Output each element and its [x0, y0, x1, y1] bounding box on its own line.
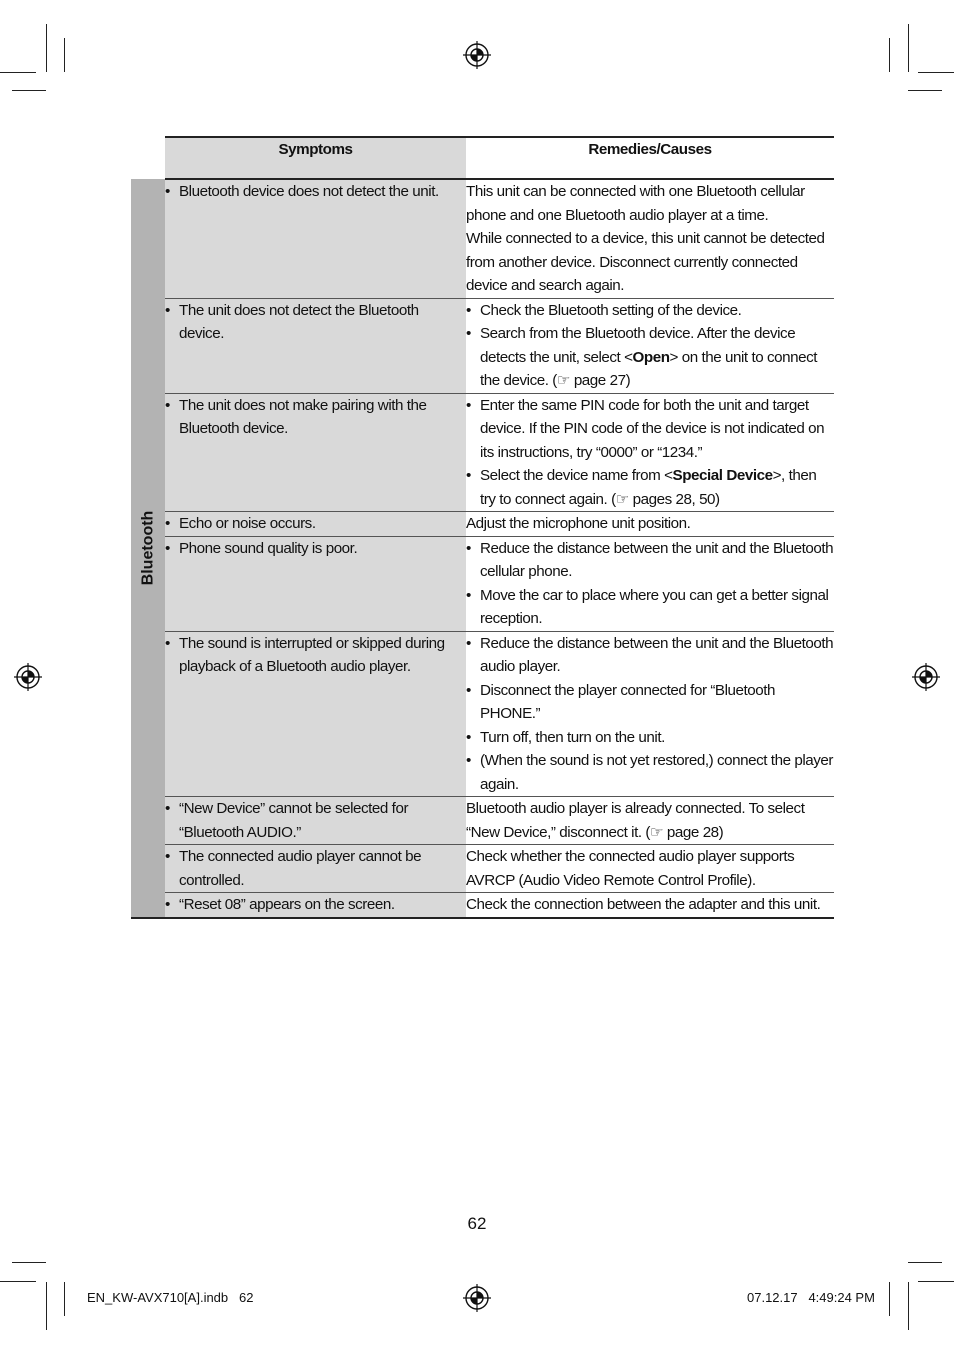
remedy-text: Check the connection between the adapter and this unit. — [466, 896, 821, 913]
symptom-cell — [165, 631, 466, 797]
footer-timestamp: 07.12.17 4:49:24 PM — [747, 1290, 875, 1305]
table-row — [131, 179, 834, 298]
remedy-text: Check whether the connected audio player supports AVRCP (Audio Video Remote Control Profile). — [466, 848, 795, 889]
symptom-cell — [165, 179, 466, 298]
symptom-cell — [165, 845, 466, 893]
remedy-text: Bluetooth audio player is already connected. To select “New Device,” disconnect it. (☞ page 28) — [466, 800, 805, 841]
remedy-text: • Enter the same PIN code for both the unit and target device. If the PIN code of the device is not indicated on its instructions, try “0000” or “1234.” — [466, 394, 834, 465]
remedy-text: This unit can be connected with one Bluetooth cellular phone and one Bluetooth audio player at a time. — [466, 183, 805, 224]
symptom-text: • “Reset 08” appears on the screen. — [165, 893, 466, 917]
crop-mark-tl-h2 — [12, 90, 46, 91]
remedy-text: • Reduce the distance between the unit and the Bluetooth audio player. — [466, 632, 834, 679]
remedy-text: • Select the device name from <Special Device>, then try to connect again. (☞ pages 28, 50) — [466, 464, 834, 511]
crop-mark-tl-h1 — [0, 72, 36, 73]
category-cell — [131, 179, 165, 918]
registration-mark-icon — [911, 662, 941, 692]
symptom-text: • Phone sound quality is poor. — [165, 537, 466, 561]
symptom-text: • The connected audio player cannot be controlled. — [165, 845, 466, 892]
header-spacer — [131, 137, 165, 179]
remedy-cell — [466, 393, 834, 512]
remedy-cell — [466, 845, 834, 893]
crop-mark-tr-h2 — [908, 90, 942, 91]
crop-mark-br-v2 — [889, 1282, 890, 1316]
remedy-text: While connected to a device, this unit cannot be detected from another device. Disconnect currently connected device and search again. — [466, 230, 825, 294]
remedy-text: • Turn off, then turn on the unit. — [466, 726, 834, 750]
table-row — [131, 512, 834, 537]
crop-mark-bl-h1 — [0, 1281, 36, 1282]
table-row — [131, 393, 834, 512]
category-label: Bluetooth — [139, 510, 157, 586]
remedy-cell — [466, 179, 834, 298]
remedy-cell — [466, 631, 834, 797]
symptom-cell — [165, 536, 466, 631]
table-row — [131, 845, 834, 893]
ui-term-open: Open — [632, 348, 670, 366]
crop-mark-bl-v1 — [46, 1282, 47, 1330]
crop-mark-tl-v1 — [46, 24, 47, 72]
footer-filename: EN_KW-AVX710[A].indb 62 — [87, 1290, 254, 1305]
symptom-cell — [165, 797, 466, 845]
table-row — [131, 893, 834, 918]
registration-mark-icon — [13, 662, 43, 692]
symptom-text: • The unit does not detect the Bluetooth device. — [165, 299, 466, 346]
table-row — [131, 536, 834, 631]
crop-mark-tr-v1 — [908, 24, 909, 72]
crop-mark-br-h2 — [908, 1262, 942, 1263]
remedy-cell — [466, 298, 834, 393]
remedy-cell — [466, 797, 834, 845]
table-row — [131, 631, 834, 797]
crop-mark-tr-h1 — [918, 72, 954, 73]
table-header-row — [131, 137, 834, 179]
symptom-text: • Bluetooth device does not detect the unit. — [165, 180, 466, 204]
symptom-cell — [165, 512, 466, 537]
remedy-text: • Reduce the distance between the unit and the Bluetooth cellular phone. — [466, 537, 834, 584]
header-remedies: Remedies/Causes — [466, 137, 834, 179]
remedy-text: Adjust the microphone unit position. — [466, 515, 691, 532]
remedy-cell — [466, 893, 834, 918]
symptom-cell — [165, 393, 466, 512]
crop-mark-tr-v2 — [889, 38, 890, 72]
header-symptoms: Symptoms — [165, 137, 466, 179]
symptom-cell — [165, 893, 466, 918]
crop-mark-bl-v2 — [64, 1282, 65, 1316]
symptom-text: • The sound is interrupted or skipped during playback of a Bluetooth audio player. — [165, 632, 466, 679]
page-number: 62 — [467, 1214, 487, 1233]
symptom-cell — [165, 298, 466, 393]
remedy-text: • Disconnect the player connected for “Bluetooth PHONE.” — [466, 679, 834, 726]
symptom-text: • Echo or noise occurs. — [165, 512, 466, 536]
table-row — [131, 797, 834, 845]
remedy-cell — [466, 512, 834, 537]
symptom-text: • The unit does not make pairing with the Bluetooth device. — [165, 394, 466, 441]
registration-mark-icon — [462, 40, 492, 70]
registration-mark-icon — [462, 1283, 492, 1313]
remedy-cell — [466, 536, 834, 631]
crop-mark-bl-h2 — [12, 1262, 46, 1263]
crop-mark-br-v1 — [908, 1282, 909, 1330]
remedy-text: • (When the sound is not yet restored,) connect the player again. — [466, 749, 834, 796]
remedy-text: • Search from the Bluetooth device. After the device detects the unit, select <Open> on the unit to connect the device. (☞ page 27) — [466, 322, 834, 393]
crop-mark-tl-v2 — [64, 38, 65, 72]
ui-term-special-device: Special Device — [672, 467, 773, 484]
troubleshooting-table-wrap — [131, 136, 834, 919]
symptom-text: • “New Device” cannot be selected for “Bluetooth AUDIO.” — [165, 797, 466, 844]
table-row — [131, 298, 834, 393]
crop-mark-br-h1 — [918, 1281, 954, 1282]
remedy-text: • Check the Bluetooth setting of the device. — [466, 299, 834, 323]
remedy-text: • Move the car to place where you can get a better signal reception. — [466, 584, 834, 631]
troubleshooting-table — [131, 136, 834, 919]
